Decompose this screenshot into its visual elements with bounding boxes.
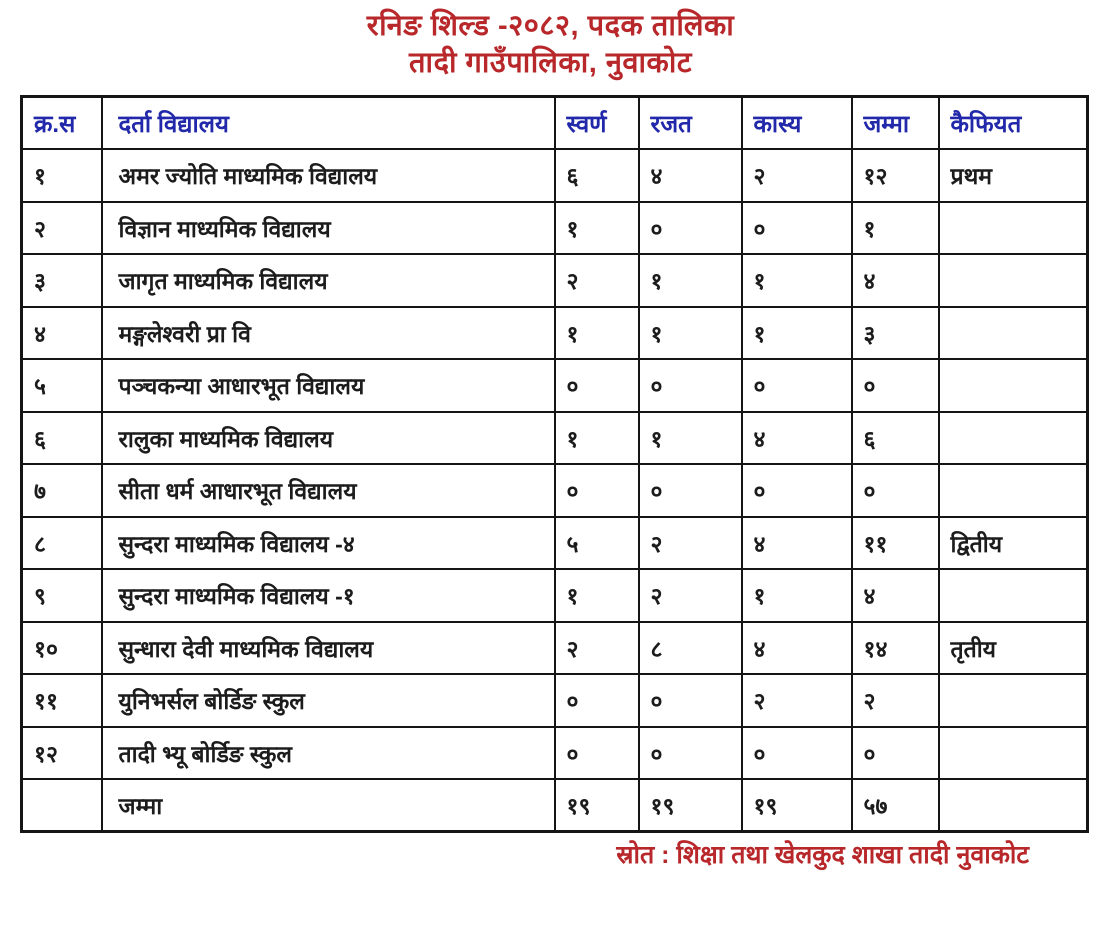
cell-total: ६ xyxy=(852,412,939,465)
table-row xyxy=(22,622,1088,675)
cell-bronze: ४ xyxy=(742,622,852,675)
table-row xyxy=(22,202,1088,255)
page xyxy=(0,8,1101,871)
cell-sn: ११ xyxy=(22,674,102,727)
cell-bronze: ० xyxy=(742,464,852,517)
cell-school: सुन्धारा देवी माध्यमिक विद्यालय xyxy=(102,622,555,675)
table-row xyxy=(22,569,1088,622)
cell-silver: ० xyxy=(639,727,742,780)
cell-remark xyxy=(939,202,1088,255)
table-row xyxy=(22,359,1088,412)
cell-gold: १९ xyxy=(555,779,639,832)
cell-silver: १ xyxy=(639,254,742,307)
cell-total: १२ xyxy=(852,149,939,202)
cell-gold: ० xyxy=(555,727,639,780)
cell-remark xyxy=(939,254,1088,307)
cell-gold: ६ xyxy=(555,149,639,202)
cell-bronze: २ xyxy=(742,149,852,202)
cell-sn: १२ xyxy=(22,727,102,780)
medal-table xyxy=(20,95,1089,833)
cell-school: पञ्चकन्या आधारभूत विद्यालय xyxy=(102,359,555,412)
cell-bronze: १ xyxy=(742,569,852,622)
table-row xyxy=(22,307,1088,360)
cell-bronze: १ xyxy=(742,254,852,307)
cell-bronze: १ xyxy=(742,307,852,360)
cell-silver: १ xyxy=(639,307,742,360)
column-header-remark: कैफियत xyxy=(939,97,1088,150)
cell-bronze: ० xyxy=(742,202,852,255)
table-row xyxy=(22,674,1088,727)
cell-gold: १ xyxy=(555,202,639,255)
cell-silver: २ xyxy=(639,517,742,570)
cell-total: ३ xyxy=(852,307,939,360)
cell-school: जागृत माध्यमिक विद्यालय xyxy=(102,254,555,307)
cell-bronze: ४ xyxy=(742,517,852,570)
table-row xyxy=(22,464,1088,517)
cell-gold: १ xyxy=(555,412,639,465)
cell-gold: २ xyxy=(555,622,639,675)
cell-school: अमर ज्योति माध्यमिक विद्यालय xyxy=(102,149,555,202)
column-header-school: दर्ता विद्यालय xyxy=(102,97,555,150)
cell-remark: प्रथम xyxy=(939,149,1088,202)
cell-school: विज्ञान माध्यमिक विद्यालय xyxy=(102,202,555,255)
table-row xyxy=(22,412,1088,465)
table-body xyxy=(22,149,1088,832)
cell-total: ५७ xyxy=(852,779,939,832)
cell-sn xyxy=(22,779,102,832)
cell-school: जम्मा xyxy=(102,779,555,832)
table-header-row xyxy=(22,97,1088,150)
cell-silver: १९ xyxy=(639,779,742,832)
cell-school: रालुका माध्यमिक विद्यालय xyxy=(102,412,555,465)
cell-gold: ५ xyxy=(555,517,639,570)
cell-sn: २ xyxy=(22,202,102,255)
cell-school: सुन्दरा माध्यमिक विद्यालय -४ xyxy=(102,517,555,570)
table-row xyxy=(22,727,1088,780)
cell-sn: ५ xyxy=(22,359,102,412)
cell-remark: तृतीय xyxy=(939,622,1088,675)
cell-sn: १ xyxy=(22,149,102,202)
cell-bronze: ० xyxy=(742,727,852,780)
cell-total: २ xyxy=(852,674,939,727)
cell-sn: ६ xyxy=(22,412,102,465)
cell-silver: ० xyxy=(639,464,742,517)
cell-gold: ० xyxy=(555,674,639,727)
cell-school: सीता धर्म आधारभूत विद्यालय xyxy=(102,464,555,517)
cell-sn: ७ xyxy=(22,464,102,517)
column-header-gold: स्वर्ण xyxy=(555,97,639,150)
cell-bronze: १९ xyxy=(742,779,852,832)
cell-sn: ८ xyxy=(22,517,102,570)
source-note: स्रोत : शिक्षा तथा खेलकुद शाखा तादी नुवाकोट xyxy=(616,841,1029,869)
column-header-bronze: कास्य xyxy=(742,97,852,150)
cell-silver: ० xyxy=(639,202,742,255)
cell-school: तादी भ्यू बोर्डिङ स्कुल xyxy=(102,727,555,780)
page-title xyxy=(0,8,1101,82)
cell-total: ११ xyxy=(852,517,939,570)
cell-remark xyxy=(939,779,1088,832)
cell-gold: २ xyxy=(555,254,639,307)
cell-silver: २ xyxy=(639,569,742,622)
cell-silver: ० xyxy=(639,359,742,412)
cell-gold: ० xyxy=(555,359,639,412)
cell-remark: द्वितीय xyxy=(939,517,1088,570)
cell-total: ४ xyxy=(852,254,939,307)
table-row xyxy=(22,254,1088,307)
column-header-total: जम्मा xyxy=(852,97,939,150)
cell-school: मङ्गलेश्वरी प्रा वि xyxy=(102,307,555,360)
table-total-row xyxy=(22,779,1088,832)
cell-total: ० xyxy=(852,727,939,780)
cell-total: १४ xyxy=(852,622,939,675)
cell-silver: ४ xyxy=(639,149,742,202)
cell-school: सुन्दरा माध्यमिक विद्यालय -१ xyxy=(102,569,555,622)
cell-sn: ३ xyxy=(22,254,102,307)
cell-remark xyxy=(939,412,1088,465)
cell-remark xyxy=(939,464,1088,517)
cell-silver: ८ xyxy=(639,622,742,675)
cell-bronze: ० xyxy=(742,359,852,412)
cell-gold: १ xyxy=(555,307,639,360)
cell-total: ० xyxy=(852,359,939,412)
cell-remark xyxy=(939,674,1088,727)
cell-gold: १ xyxy=(555,569,639,622)
table-row xyxy=(22,517,1088,570)
cell-sn: ४ xyxy=(22,307,102,360)
cell-remark xyxy=(939,569,1088,622)
column-header-sn: क्र.स xyxy=(22,97,102,150)
cell-total: ० xyxy=(852,464,939,517)
table-row xyxy=(22,149,1088,202)
cell-sn: ९ xyxy=(22,569,102,622)
cell-total: ४ xyxy=(852,569,939,622)
cell-bronze: ४ xyxy=(742,412,852,465)
cell-silver: १ xyxy=(639,412,742,465)
cell-remark xyxy=(939,727,1088,780)
title-line-1: रनिङ शिल्ड -२०८२, पदक तालिका xyxy=(366,10,735,42)
cell-bronze: २ xyxy=(742,674,852,727)
cell-silver: ० xyxy=(639,674,742,727)
table-head xyxy=(22,97,1088,150)
cell-sn: १० xyxy=(22,622,102,675)
cell-gold: ० xyxy=(555,464,639,517)
cell-remark xyxy=(939,359,1088,412)
cell-total: १ xyxy=(852,202,939,255)
column-header-silver: रजत xyxy=(639,97,742,150)
cell-remark xyxy=(939,307,1088,360)
cell-school: युनिभर्सल बोर्डिङ स्कुल xyxy=(102,674,555,727)
title-line-2: तादी गाउँपालिका, नुवाकोट xyxy=(409,47,692,79)
